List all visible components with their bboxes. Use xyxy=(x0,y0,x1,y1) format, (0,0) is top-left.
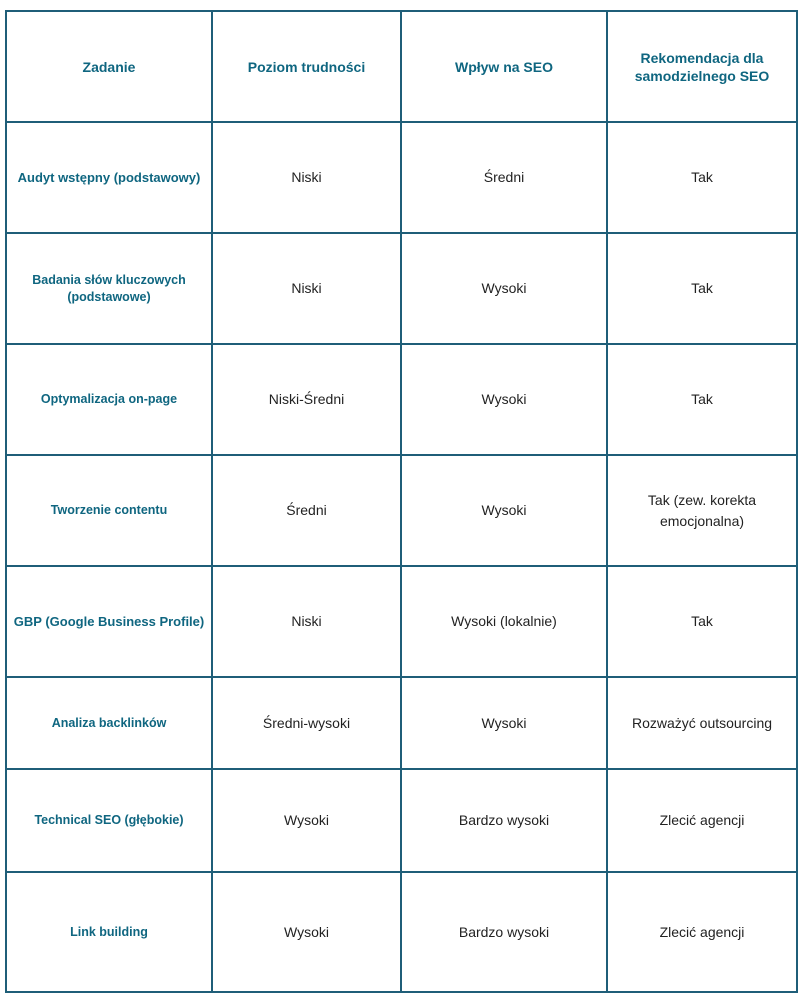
seo-impact-cell: Wysoki (lokalnie) xyxy=(401,566,607,677)
table-row xyxy=(6,677,797,769)
task-cell: Tworzenie contentu xyxy=(6,455,212,566)
table-row xyxy=(6,872,797,992)
difficulty-cell: Niski xyxy=(212,122,401,233)
seo-impact-cell: Wysoki xyxy=(401,233,607,344)
difficulty-cell: Niski xyxy=(212,566,401,677)
header-difficulty: Poziom trudności xyxy=(212,11,401,122)
difficulty-cell: Średni xyxy=(212,455,401,566)
seo-task-table xyxy=(5,10,798,993)
header-task: Zadanie xyxy=(6,11,212,122)
difficulty-cell: Średni-wysoki xyxy=(212,677,401,769)
seo-impact-cell: Bardzo wysoki xyxy=(401,872,607,992)
recommendation-cell: Tak xyxy=(607,233,797,344)
recommendation-cell: Tak (zew. korekta emocjonalna) xyxy=(607,455,797,566)
seo-impact-cell: Wysoki xyxy=(401,455,607,566)
table-row xyxy=(6,566,797,677)
difficulty-cell: Wysoki xyxy=(212,769,401,872)
task-cell: Optymalizacja on-page xyxy=(6,344,212,455)
task-cell: Audyt wstępny (podstawowy) xyxy=(6,122,212,233)
recommendation-cell: Rozważyć outsourcing xyxy=(607,677,797,769)
header-recommendation: Rekomendacja dla samodzielnego SEO xyxy=(607,11,797,122)
recommendation-cell: Zlecić agencji xyxy=(607,872,797,992)
difficulty-cell: Wysoki xyxy=(212,872,401,992)
seo-impact-cell: Wysoki xyxy=(401,344,607,455)
table-row xyxy=(6,455,797,566)
task-cell: Technical SEO (głębokie) xyxy=(6,769,212,872)
task-cell: GBP (Google Business Profile) xyxy=(6,566,212,677)
task-cell: Analiza backlinków xyxy=(6,677,212,769)
task-cell: Link building xyxy=(6,872,212,992)
header-seo-impact: Wpływ na SEO xyxy=(401,11,607,122)
seo-impact-cell: Wysoki xyxy=(401,677,607,769)
table-row xyxy=(6,233,797,344)
difficulty-cell: Niski-Średni xyxy=(212,344,401,455)
table-row xyxy=(6,769,797,872)
task-cell: Badania słów kluczowych (podstawowe) xyxy=(6,233,212,344)
seo-impact-cell: Bardzo wysoki xyxy=(401,769,607,872)
table-row xyxy=(6,344,797,455)
recommendation-cell: Zlecić agencji xyxy=(607,769,797,872)
recommendation-cell: Tak xyxy=(607,344,797,455)
recommendation-cell: Tak xyxy=(607,122,797,233)
table-header-row xyxy=(6,11,797,122)
difficulty-cell: Niski xyxy=(212,233,401,344)
recommendation-cell: Tak xyxy=(607,566,797,677)
seo-impact-cell: Średni xyxy=(401,122,607,233)
table-row xyxy=(6,122,797,233)
